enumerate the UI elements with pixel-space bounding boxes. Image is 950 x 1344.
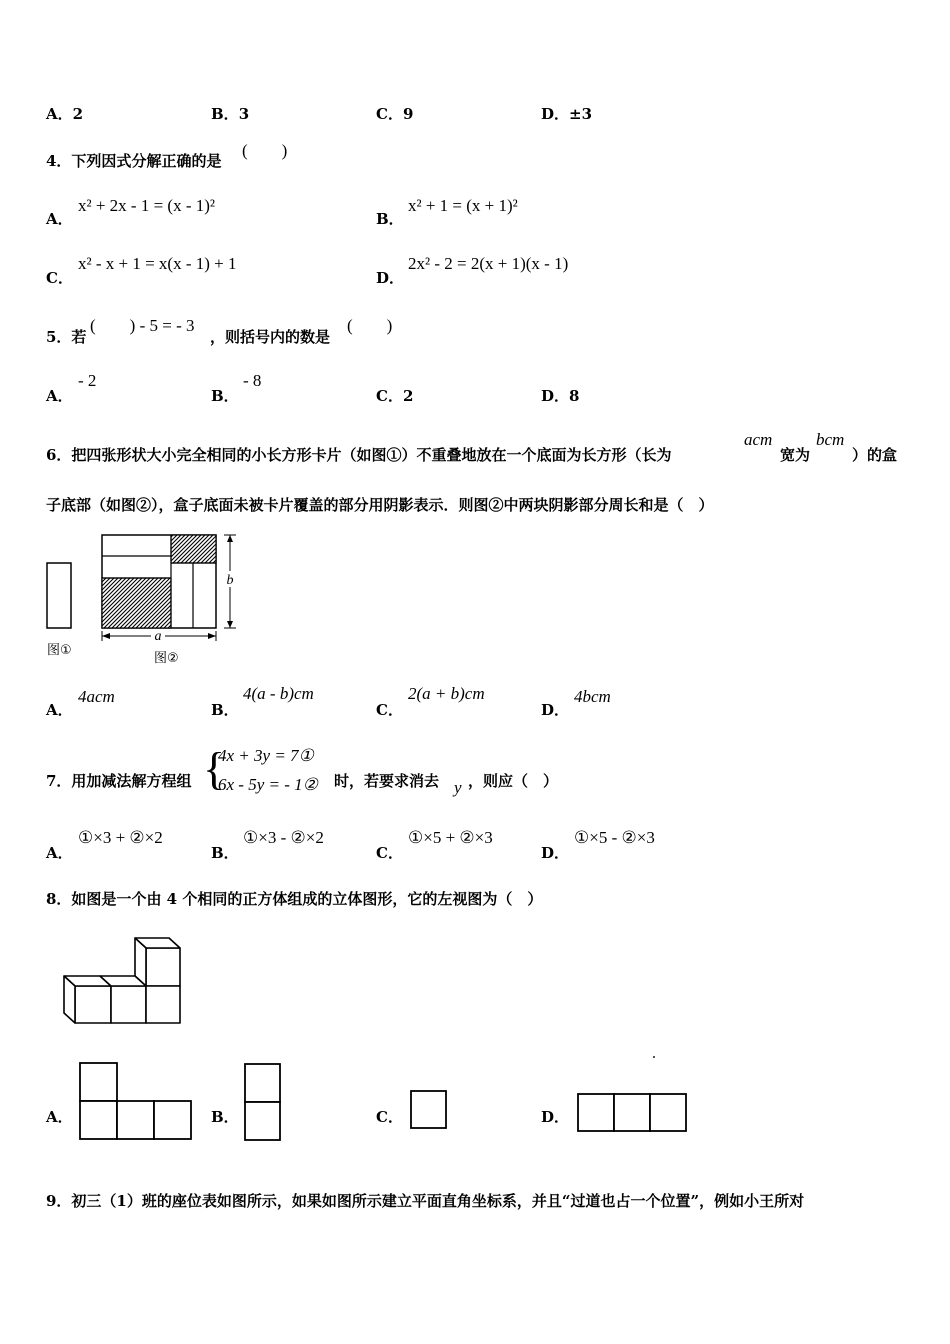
fig2-dim-a: a [154,629,162,644]
q4-option-c-letter: C． [46,269,73,287]
q5-option-b-math: - 8 [243,371,262,390]
q3-option-b: B．3 [211,105,250,123]
q3-option-c: C．9 [376,105,414,123]
q7-option-a-letter: A． [46,844,73,862]
q6-figure [40,528,250,668]
fig2-dim-b: b [226,573,234,588]
q6-option-d-math: 4bcm [574,687,611,706]
q7-eq2: 6x - 5y = - 1② [218,775,318,794]
q6-line1-mid: 宽为 [780,446,811,464]
q4-option-a-math: x² + 2x - 1 = (x - 1)² [78,196,216,215]
q5-option-c: C．2 [376,387,414,405]
q8-option-c-letter: C． [376,1108,403,1126]
fig2-shade-bottom-left [102,578,171,628]
q5-stem-end: ，则括号内的数是 [210,328,331,346]
q7-option-c-letter: C． [376,844,403,862]
q4-option-a-letter: A． [46,210,73,228]
q7-stem-start: 7．用加减法解方程组 [46,772,192,790]
fig1-card [47,563,71,628]
q8-option-b-letter: B． [211,1108,239,1126]
fig2-shade-top-right [171,535,216,563]
fig2-label: 图② [154,651,179,666]
q6-option-c-math: 2(a + b)cm [408,684,485,703]
q6-line2: 子底部（如图②），盒子底面未被卡片覆盖的部分用阴影表示．则图②中两块阴影部分周长和是（ ） [46,496,714,514]
q5-stem-start: 5．若 [46,328,87,346]
q5-option-d: D．8 [541,387,580,405]
q7-var-y: y [454,778,462,797]
q4-paren: ( ) [242,141,288,160]
q6-option-b-letter: B． [211,701,239,719]
q6-var-a: acm [744,430,773,449]
q8-option-a-letter: A． [46,1108,73,1126]
q6-var-b: bcm [816,430,845,449]
q8-option-c-figure [410,1090,448,1130]
q6-line1-end: ）的盒 [852,446,898,464]
q3-option-d: D．±3 [541,105,593,123]
q5-paren: ( ) [347,316,393,335]
q8-option-a-figure [79,1062,192,1142]
fig1-label: 图① [47,643,72,658]
q4-option-d-math: 2x² - 2 = 2(x + 1)(x - 1) [408,254,569,273]
q6-option-b-math: 4(a - b)cm [243,684,314,703]
q6-option-a-math: 4acm [78,687,115,706]
q7-option-a-math: ①×3 + ②×2 [78,828,163,847]
q9-stem: 9．初三（1）班的座位表如图所示，如果如图所示建立平面直角坐标系，并且“过道也占一个位置”，例如小王所对 [46,1192,805,1210]
q4-option-b-letter: B． [376,210,404,228]
q8-option-d-letter: D． [541,1108,570,1126]
stray-dot [653,1056,655,1058]
q3-option-a: A．2 [46,105,84,123]
q7-stem-mid: 时，若要求消去 [334,772,440,790]
q4-option-c-math: x² - x + 1 = x(x - 1) + 1 [78,254,237,273]
q7-option-b-math: ①×3 - ②×2 [243,828,324,847]
q7-option-c-math: ①×5 + ②×3 [408,828,493,847]
q5-option-b-letter: B． [211,387,239,405]
q6-option-a-letter: A． [46,701,73,719]
q7-option-d-math: ①×5 - ②×3 [574,828,655,847]
q8-stem: 8．如图是一个由 4 个相同的正方体组成的立体图形，它的左视图为（ ） [46,890,543,908]
q4-option-b-math: x² + 1 = (x + 1)² [408,196,518,215]
q4-stem: 4．下列因式分解正确的是 [46,152,222,170]
q5-option-a-math: - 2 [78,371,97,390]
q8-option-b-figure [244,1063,282,1142]
q8-solid-figure [55,933,190,1028]
q5-option-a-letter: A． [46,387,73,405]
q8-option-d-figure [577,1093,687,1133]
q6-option-c-letter: C． [376,701,403,719]
q7-eq1: 4x + 3y = 7① [218,746,314,765]
q5-equation: ( ) - 5 = - 3 [90,316,195,335]
q4-option-d-letter: D． [376,269,405,287]
q7-option-d-letter: D． [541,844,570,862]
q7-stem-end: ，则应（ ） [468,772,559,790]
q6-line1-start: 6．把四张形状大小完全相同的小长方形卡片（如图①）不重叠地放在一个底面为长方形（长为 [46,446,672,464]
q6-option-d-letter: D． [541,701,570,719]
q7-option-b-letter: B． [211,844,239,862]
q7-brace: { [203,743,226,794]
